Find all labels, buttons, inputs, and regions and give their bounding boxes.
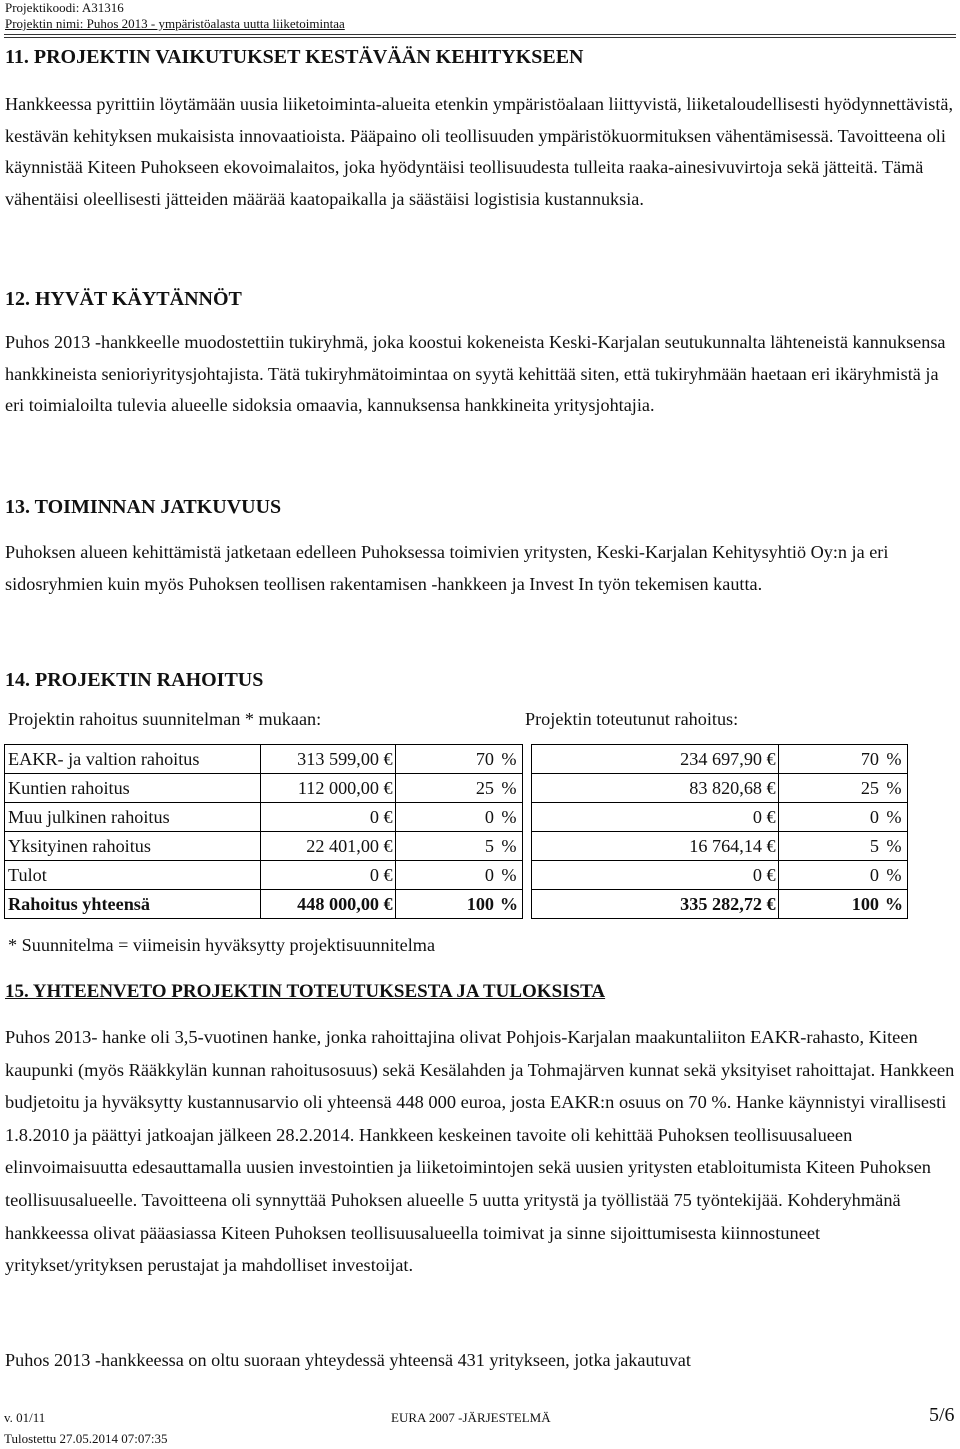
funding-row-label: Yksityinen rahoitus xyxy=(5,832,261,861)
euro-sign: € xyxy=(764,832,779,861)
euro-sign: € xyxy=(381,774,396,803)
planned-percent: 70 xyxy=(396,745,497,774)
planned-amount: 0 xyxy=(261,861,382,890)
euro-sign: € xyxy=(381,803,396,832)
percent-sign: % xyxy=(881,861,908,890)
planned-percent: 25 xyxy=(396,774,497,803)
funding-row xyxy=(5,861,908,890)
actual-amount: 335 282,72 xyxy=(532,890,765,919)
percent-sign: % xyxy=(881,774,908,803)
section-13-title: 13. TOIMINNAN JATKUVUUS xyxy=(5,496,282,518)
euro-sign: € xyxy=(764,861,779,890)
table-gap xyxy=(523,890,532,919)
planned-percent: 0 xyxy=(396,861,497,890)
table-gap xyxy=(523,774,532,803)
euro-sign: € xyxy=(764,803,779,832)
footer-printed: Tulostettu 27.05.2014 07:07:35 xyxy=(4,1431,168,1446)
actual-funding-label: Projektin toteutunut rahoitus: xyxy=(525,709,739,729)
table-gap xyxy=(523,861,532,890)
planned-amount: 112 000,00 xyxy=(261,774,382,803)
funding-row xyxy=(5,803,908,832)
percent-sign: % xyxy=(496,774,523,803)
percent-sign: % xyxy=(496,861,523,890)
page-header xyxy=(5,0,345,32)
percent-sign: % xyxy=(496,832,523,861)
euro-sign: € xyxy=(381,861,396,890)
section-12-title: 12. HYVÄT KÄYTÄNNÖT xyxy=(5,288,242,310)
actual-percent: 5 xyxy=(779,832,882,861)
actual-percent: 0 xyxy=(779,803,882,832)
percent-sign: % xyxy=(881,745,908,774)
percent-sign: % xyxy=(881,832,908,861)
funding-row xyxy=(5,745,908,774)
planned-percent: 100 xyxy=(396,890,497,919)
planned-amount: 313 599,00 xyxy=(261,745,382,774)
table-gap xyxy=(523,745,532,774)
header-rule xyxy=(4,34,956,35)
euro-sign: € xyxy=(764,745,779,774)
percent-sign: % xyxy=(496,803,523,832)
actual-amount: 234 697,90 xyxy=(532,745,765,774)
table-gap xyxy=(523,803,532,832)
funding-row xyxy=(5,890,908,919)
euro-sign: € xyxy=(381,832,396,861)
header-rule xyxy=(4,37,956,38)
section-12-text: Puhos 2013 -hankkeelle muodostettiin tukiryhmä, joka koostui kokeneista Keski-Karjalan seutukunnalta lähteneistä kannuksensa hankkineista senioriyritysjohtajista. Tätä tukiryhmätoimintaa on syytä kehittää siten, että tukiryhmään haetaan eri ikäryhmistä ja eri toimialoilta tulevia alueelle sidoksia omaavia, kannuksensa hankkineita yritysjohtajia. xyxy=(5,332,946,416)
planned-amount: 448 000,00 xyxy=(261,890,382,919)
footer-version: v. 01/11 xyxy=(4,1410,46,1425)
actual-amount: 0 xyxy=(532,803,765,832)
section-14-title: 14. PROJEKTIN RAHOITUS xyxy=(5,669,264,691)
planned-percent: 5 xyxy=(396,832,497,861)
section-13-text: Puhoksen alueen kehittämistä jatketaan edelleen Puhoksessa toimivien yritysten, Keski-Karjalan Kehitysyhtiö Oy:n ja eri sidosryhmien kuin myös Puhoksen teollisen rakentamisen -hankkeen ja Invest In työn tekemisen kautta. xyxy=(5,542,889,594)
project-code: Projektikoodi: A31316 xyxy=(5,0,124,15)
funding-row-label: Tulot xyxy=(5,861,261,890)
percent-sign: % xyxy=(881,890,908,919)
funding-row-label: Kuntien rahoitus xyxy=(5,774,261,803)
actual-percent: 70 xyxy=(779,745,882,774)
euro-sign: € xyxy=(381,745,396,774)
actual-percent: 0 xyxy=(779,861,882,890)
percent-sign: % xyxy=(881,803,908,832)
planned-percent: 0 xyxy=(396,803,497,832)
euro-sign: € xyxy=(381,890,396,919)
percent-sign: % xyxy=(496,890,523,919)
funding-row-label: Rahoitus yhteensä xyxy=(5,890,261,919)
actual-amount: 0 xyxy=(532,861,765,890)
funding-row xyxy=(5,774,908,803)
table-gap xyxy=(523,832,532,861)
page-number: 5/6 xyxy=(929,1404,955,1426)
actual-percent: 100 xyxy=(779,890,882,919)
actual-amount: 83 820,68 xyxy=(532,774,765,803)
euro-sign: € xyxy=(764,890,779,919)
planned-amount: 22 401,00 xyxy=(261,832,382,861)
section-15-title: 15. YHTEENVETO PROJEKTIN TOTEUTUKSESTA JA TULOKSISTA xyxy=(5,981,606,1002)
section-11-title: 11. PROJEKTIN VAIKUTUKSET KESTÄVÄÄN KEHITYKSEEN xyxy=(5,46,584,68)
funding-table xyxy=(4,744,908,919)
euro-sign: € xyxy=(764,774,779,803)
actual-percent: 25 xyxy=(779,774,882,803)
section-15-text-continued: Puhos 2013 -hankkeessa on oltu suoraan yhteydessä yhteensä 431 yritykseen, jotka jakautuvat xyxy=(5,1350,691,1370)
funding-row-label: EAKR- ja valtion rahoitus xyxy=(5,745,261,774)
actual-amount: 16 764,14 xyxy=(532,832,765,861)
footer-system: EURA 2007 -JÄRJESTELMÄ xyxy=(391,1410,551,1425)
funding-row-label: Muu julkinen rahoitus xyxy=(5,803,261,832)
section-11-text: Hankkeessa pyrittiin löytämään uusia liiketoiminta-alueita etenkin ympäristöalaan liittyvistä, liiketaloudellisesti hyödynnettävistä, kestävän kehityksen mukaisista innovaatioista. Pääpaino oli teollisuuden ympäristökuormituksen vähentämisessä. Tavoitteena oli käynnistää Kiteen Puhokseen ekovoimalaitos, joka hyödyntäisi teollisuudesta tulleita raaka-ainesivuvirtoja sekä jätteitä. Tämä vähentäisi oleellisesti jätteiden määrää kaatopaikalla ja säästäisi logistisia kustannuksia. xyxy=(5,94,954,209)
project-name: Projektin nimi: Puhos 2013 - ympäristöalasta uutta liiketoimintaa xyxy=(5,16,345,31)
funding-footnote: * Suunnitelma = viimeisin hyväksytty projektisuunnitelma xyxy=(8,935,436,955)
planned-amount: 0 xyxy=(261,803,382,832)
section-15-text: Puhos 2013- hanke oli 3,5-vuotinen hanke, jonka rahoittajina olivat Pohjois-Karjalan maakuntaliiton EAKR-rahasto, Kiteen kaupunki (myös Rääkkylän kunnan rahoitusosuus) sekä Kesälahden ja Tohmajärven kunnat sekä yksityiset rahoittajat. Hankkeen budjetoitu ja hyväksytty kustannusarvio oli yhteensä 448 000 euroa, josta EAKR:n osuus on 70 %. Hanke käynnistyi virallisesti 1.8.2010 ja päättyi jatkoajan jälkeen 28.2.2014. Hankkeen keskeinen tavoite oli kehittää Puhoksen teollisuusalueen elinvoimaisuutta edesauttamalla uusien investointien ja liiketoimintojen sekä uusien yritysten etabloitumista Kiteen Puhoksen teollisuusalueelle. Tavoitteena oli synnyttää Puhoksen alueelle 5 uutta yritystä ja työllistää 75 työntekijää. Kohderyhmänä hankkeessa olivat pääasiassa Kiteen Puhoksen teollisuusalueella toimivat ja sinne sijoittumisesta kiinnostuneet yritykset/yrityksen perustajat ja mahdolliset investoijat. xyxy=(5,1027,955,1276)
percent-sign: % xyxy=(496,745,523,774)
planned-funding-label: Projektin rahoitus suunnitelman * mukaan: xyxy=(8,709,322,729)
funding-row xyxy=(5,832,908,861)
